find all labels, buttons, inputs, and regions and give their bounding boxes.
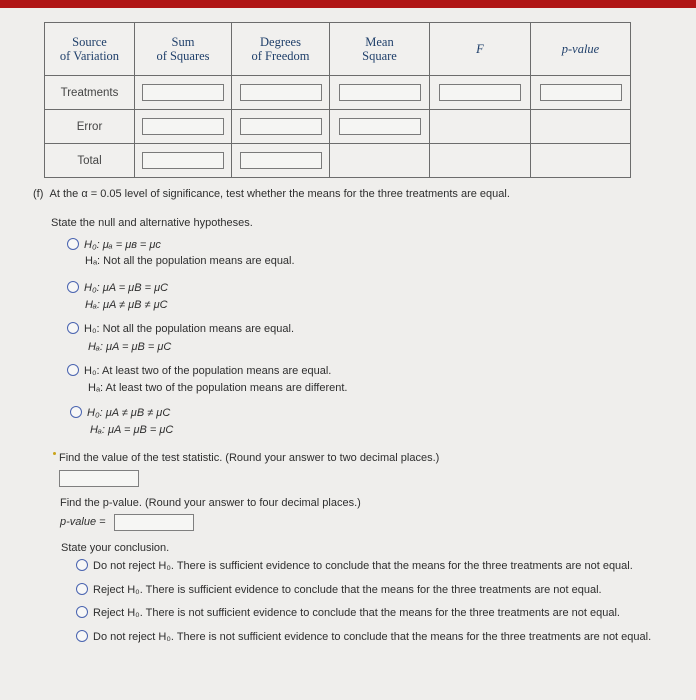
pvalue-input[interactable]: [114, 514, 194, 531]
hypothesis-option-3[interactable]: H₀: Not all the population means are equal.: [67, 322, 294, 335]
row-label-total: Total: [45, 144, 135, 178]
error-ss-input[interactable]: [142, 118, 224, 135]
conclusion-option-2[interactable]: Reject H₀. There is sufficient evidence to conclude that the means for the three treatments are not equal.: [76, 583, 602, 596]
hypothesis-option-1-ha: Hₐ: Not all the population means are equal.: [85, 255, 295, 267]
header-mean-square: Mean Square: [330, 23, 430, 76]
question-text: At the α = 0.05 level of significance, test whether the means for the three treatments are equal.: [49, 188, 510, 200]
header-degrees-of-freedom: Degrees of Freedom: [232, 23, 330, 76]
table-row-error: [45, 110, 631, 144]
treatments-df-input[interactable]: [240, 84, 322, 101]
conclusion-prompt: State your conclusion.: [61, 542, 170, 554]
hypothesis-option-2-ha: Hₐ: μA ≠ μB ≠ μC: [85, 299, 168, 311]
treatments-pvalue-input[interactable]: [540, 84, 622, 101]
top-accent-bar: [0, 0, 696, 8]
conclusion-option-4[interactable]: Do not reject H₀. There is not sufficient evidence to conclude that the means for the three treatments are not equal.: [76, 629, 656, 645]
question-sheet: [0, 8, 696, 700]
anova-header-row: [45, 23, 631, 76]
treatments-ss-input[interactable]: [142, 84, 224, 101]
test-statistic-prompt: Find the value of the test statistic. (Round your answer to two decimal places.): [59, 452, 440, 464]
table-row-treatments: [45, 76, 631, 110]
radio-icon[interactable]: [76, 630, 88, 642]
radio-icon[interactable]: [76, 583, 88, 595]
pvalue-prompt: Find the p-value. (Round your answer to four decimal places.): [60, 497, 361, 509]
hypothesis-option-2[interactable]: H₀: μA = μB = μC: [67, 281, 168, 294]
pvalue-label: p-value =: [60, 516, 106, 528]
row-label-error: Error: [45, 110, 135, 144]
anova-table: [44, 22, 631, 178]
header-source: Source of Variation: [45, 23, 135, 76]
radio-icon[interactable]: [76, 606, 88, 618]
conclusion-option-3[interactable]: Reject H₀. There is not sufficient evidence to conclude that the means for the three treatments are not equal.: [76, 606, 620, 619]
hypothesis-option-4-ha: Hₐ: At least two of the population means are different.: [88, 382, 348, 394]
header-f: F: [430, 23, 531, 76]
treatments-ms-input[interactable]: [339, 84, 421, 101]
radio-icon[interactable]: [67, 364, 79, 376]
row-label-treatments: Treatments: [45, 76, 135, 110]
total-df-input[interactable]: [240, 152, 322, 169]
hypothesis-option-5[interactable]: H₀: μA ≠ μB ≠ μC: [70, 406, 170, 419]
error-ms-input[interactable]: [339, 118, 421, 135]
part-f-question: [33, 188, 510, 200]
header-p-value: p-value: [531, 23, 631, 76]
header-sum-of-squares: Sum of Squares: [135, 23, 232, 76]
part-label: (f): [33, 188, 44, 200]
hypothesis-option-3-ha: Hₐ: μA = μB = μC: [88, 341, 172, 353]
hypotheses-prompt: State the null and alternative hypotheses.: [51, 217, 253, 229]
radio-icon[interactable]: [76, 559, 88, 571]
treatments-f-input[interactable]: [439, 84, 521, 101]
test-statistic-input[interactable]: [59, 470, 139, 487]
conclusion-option-1[interactable]: Do not reject H₀. There is sufficient evidence to conclude that the means for the three treatments are not equal.: [76, 559, 633, 572]
radio-icon[interactable]: [67, 238, 79, 250]
total-ss-input[interactable]: [142, 152, 224, 169]
hypothesis-option-1[interactable]: H₀: μₐ = μʙ = μᴄ: [67, 238, 161, 251]
hypothesis-option-5-ha: Hₐ: μA = μB = μC: [90, 424, 174, 436]
radio-icon[interactable]: [70, 406, 82, 418]
hypothesis-option-4[interactable]: H₀: At least two of the population means are equal.: [67, 364, 331, 377]
error-df-input[interactable]: [240, 118, 322, 135]
radio-icon[interactable]: [67, 322, 79, 334]
radio-icon[interactable]: [67, 281, 79, 293]
table-row-total: [45, 144, 631, 178]
marker-dot: [53, 452, 56, 455]
